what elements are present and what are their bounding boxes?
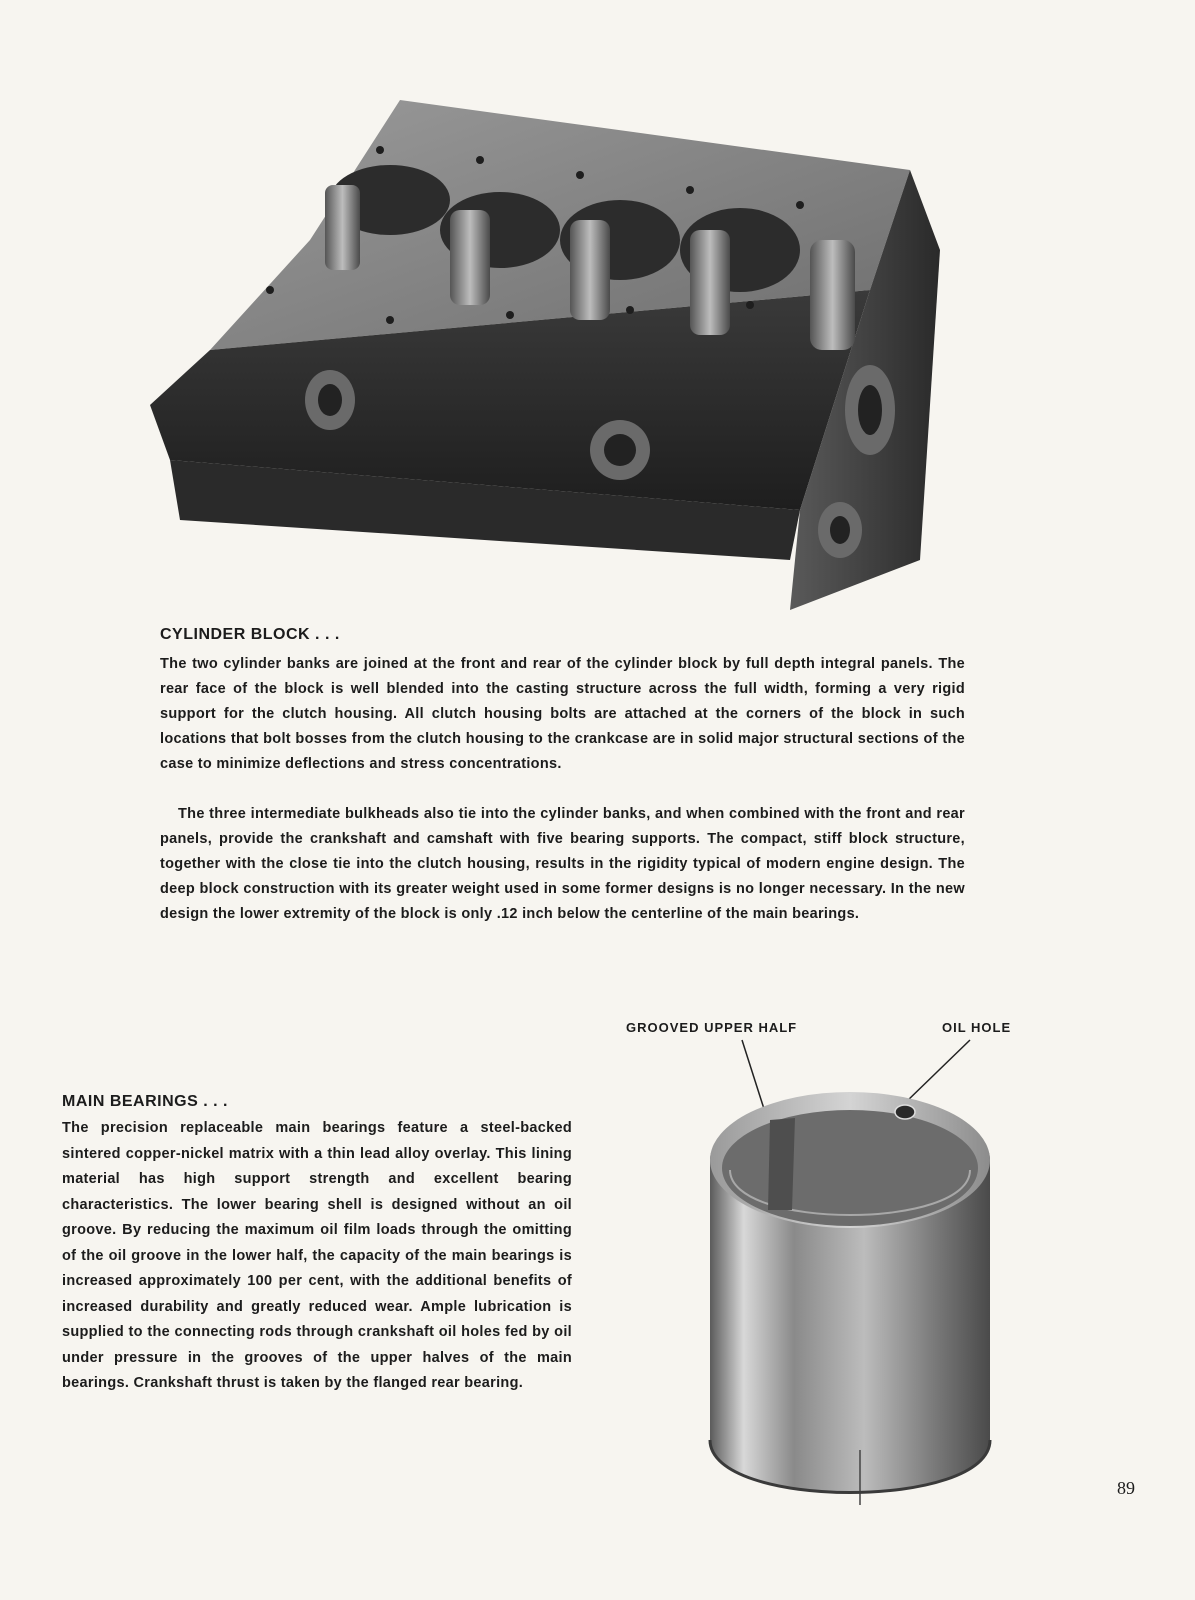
page-number: 89 xyxy=(1117,1478,1135,1498)
main-bearing-photo xyxy=(700,1060,1000,1520)
main-bearings-title: MAIN BEARINGS . . . xyxy=(62,1093,228,1110)
main-bearings-paragraph: The precision replaceable main bearings feature a steel-backed sintered copper-nickel matrix with a thin lead alloy overlay. This lining material has high support strength and excellent bearing characteristics. The lower bearing shell is designed without an oil groove. By reducing the maximum oil film loads through the omitting of the oil groove in the lower half, the capacity of the main bearings is increased approximately 100 per cent, with the additional benefits of increased durability and greatly reduced wear. Ample lubrication is supplied to the connecting rods through crankshaft oil holes fed by oil under pressure in the grooves of the upper halves of the main bearings. Crankshaft thrust is taken by the flanged rear bearing. xyxy=(62,1120,572,1391)
cylinder-block-paragraph-1: The two cylinder banks are joined at the front and rear of the cylinder block by full depth integral panels. The rear face of the block is well blended into the casting structure across the full width, forming a very rigid support for the clutch housing. All clutch housing bolts are attached at the corners of the block in such locations that bolt bosses from the clutch housing to the crankcase are in solid major structural sections of the case to minimize deflections and stress concentrations. xyxy=(160,656,965,772)
cylinder-block-photo xyxy=(150,90,940,630)
cylinder-block-title: CYLINDER BLOCK . . . xyxy=(160,626,340,643)
callout-grooved-upper-half: GROOVED UPPER HALF xyxy=(626,1020,798,1035)
callout-oil-hole: OIL HOLE xyxy=(942,1020,1012,1035)
cylinder-block-paragraph-2: The three intermediate bulkheads also tie into the cylinder banks, and when combined with the front and rear panels, provide the crankshaft and camshaft with five bearing supports. The compact, stiff block structure, together with the close tie into the clutch housing, results in the rigidity typical of modern engine design. The deep block construction with its greater weight used in some former designs is no longer necessary. In the new design the lower extremity of the block is only .12 inch below the centerline of the main bearings. xyxy=(160,806,965,922)
